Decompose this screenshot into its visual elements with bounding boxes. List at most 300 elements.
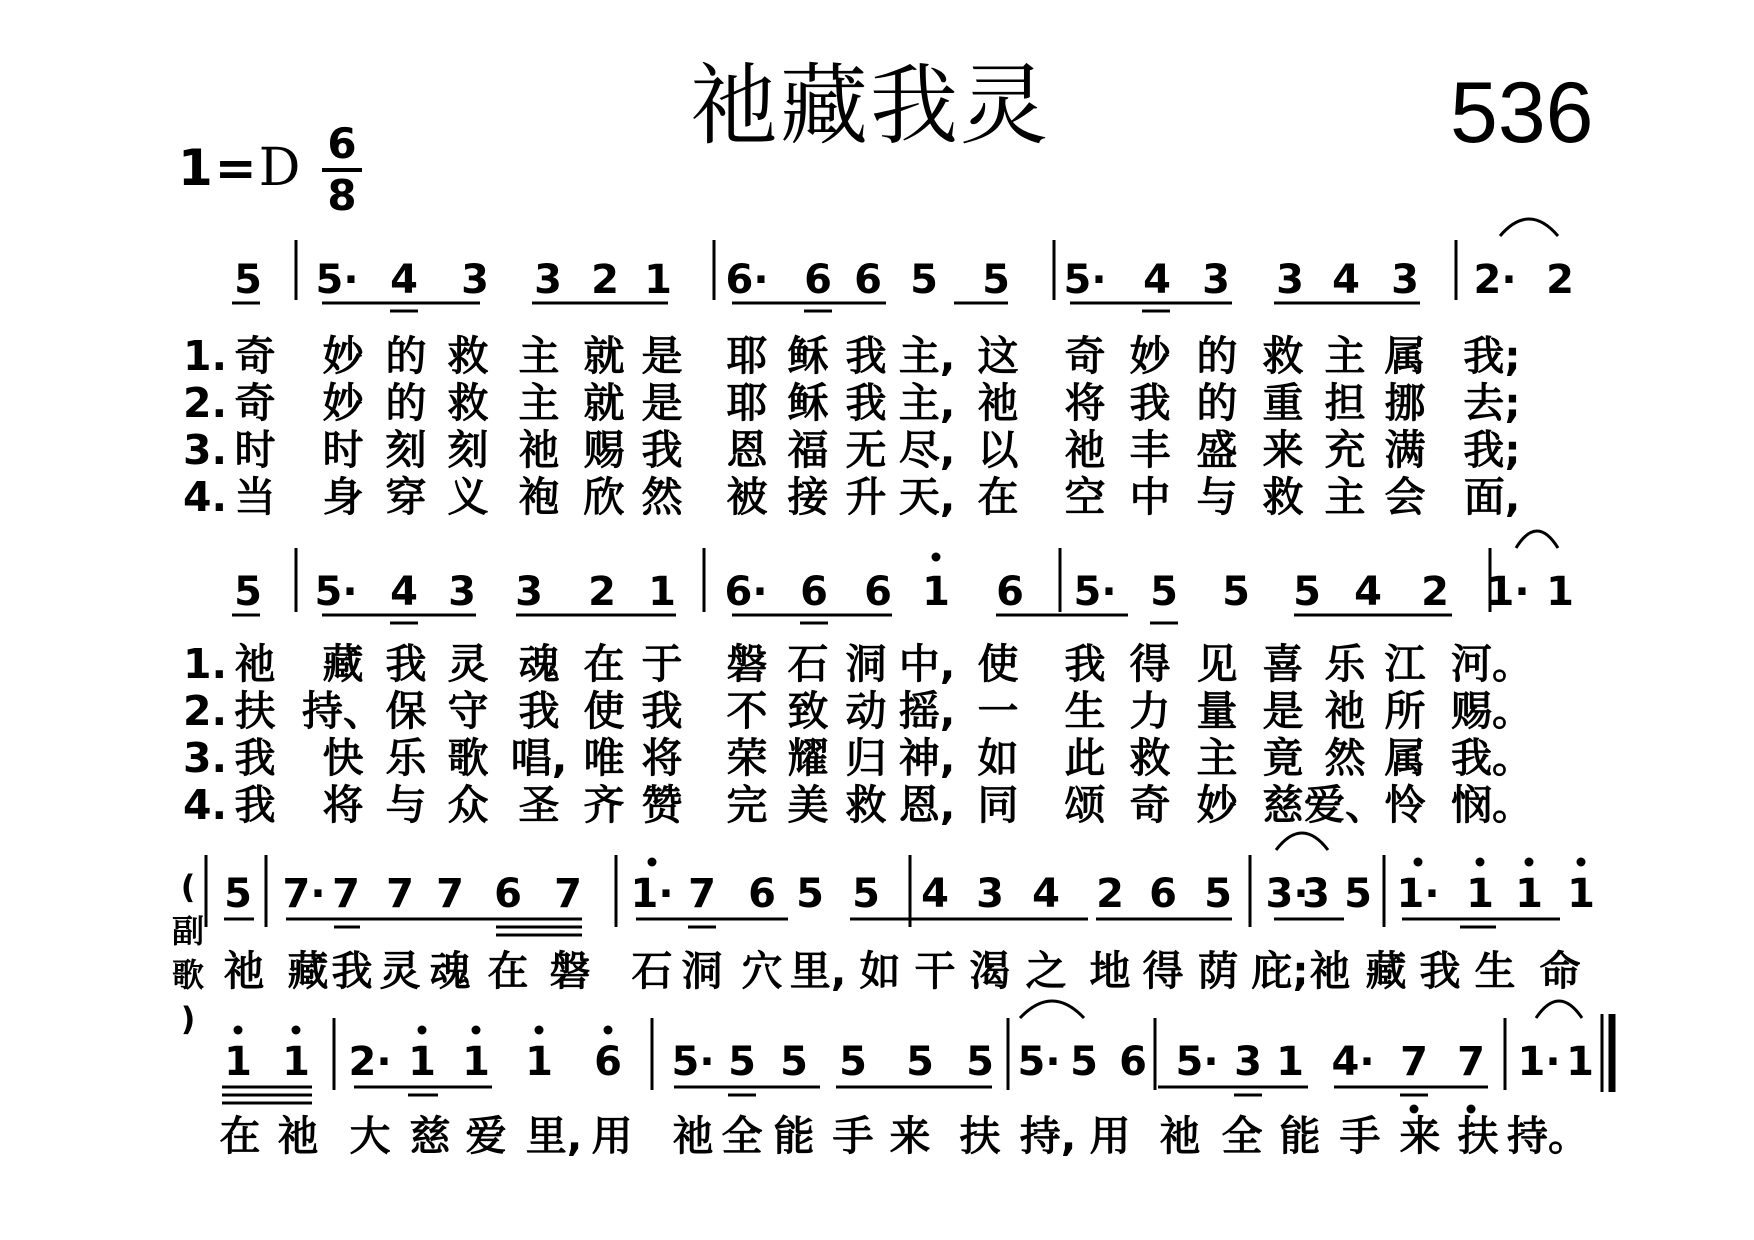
- lyric-char: 就: [583, 379, 625, 427]
- lyric-char: 手: [1339, 1112, 1381, 1160]
- lyric-char: 我: [845, 379, 887, 427]
- lyric-char: 的: [385, 332, 427, 380]
- hymn-number: 536: [1450, 65, 1594, 161]
- lyric-char: 是: [641, 379, 683, 427]
- jianpu-note: 3: [534, 257, 562, 303]
- lyric-char: 藏: [322, 640, 364, 688]
- lyric-char: 福: [787, 426, 829, 474]
- lyric-char: 唱,: [510, 734, 568, 782]
- lyric-char: 重: [1262, 379, 1304, 427]
- lyric-char: 我;: [1463, 332, 1521, 380]
- jianpu-note: 5: [982, 257, 1010, 303]
- jianpu-note: 5: [906, 1039, 934, 1085]
- lyric-char: 慈: [1262, 781, 1304, 829]
- lyric-char: 天,: [898, 473, 956, 521]
- lyric-char: 主: [1324, 473, 1366, 521]
- lyric-char: 祂: [672, 1112, 714, 1160]
- lyric-char: 动: [845, 687, 887, 735]
- lyric-char: 地: [1089, 947, 1131, 995]
- jianpu-note: 6: [1119, 1039, 1147, 1085]
- lyric-char: 我: [1419, 947, 1461, 995]
- jianpu-note: 1: [644, 257, 672, 303]
- lyric-char: 是: [1262, 687, 1304, 735]
- lyric-char: 妙: [322, 332, 364, 380]
- lyric-char: 赐: [583, 426, 625, 474]
- lyric-char: 欣: [583, 473, 625, 521]
- lyric-char: 爱、: [1304, 781, 1386, 829]
- lyric-char: 稣: [787, 332, 829, 380]
- jianpu-note: 4·: [1331, 1039, 1375, 1085]
- lyric-char: 磐: [726, 640, 768, 688]
- lyric-char: 庇;: [1251, 947, 1309, 995]
- jianpu-note: 1: [1276, 1039, 1304, 1085]
- lyric-char: 刻: [385, 426, 427, 474]
- lyric-char: 主: [518, 332, 560, 380]
- jianpu-note: 6: [494, 871, 522, 917]
- verse-number: 4.: [182, 781, 228, 829]
- lyric-char: 恩: [726, 426, 768, 474]
- lyric-char: 洞: [681, 947, 723, 995]
- jianpu-note: 3·: [1265, 871, 1309, 917]
- chorus-label: ): [180, 1000, 196, 1038]
- lyric-char: 穴: [741, 947, 783, 995]
- lyric-char: 在: [219, 1112, 261, 1160]
- verse-number: 2.: [182, 379, 228, 427]
- lyric-char: 能: [773, 1112, 815, 1160]
- lyric-char: 石: [787, 640, 829, 688]
- lyric-char: 救: [447, 332, 489, 380]
- lyric-char: 以: [977, 426, 1019, 474]
- jianpu-note: 5: [910, 257, 938, 303]
- lyric-char: 守: [447, 687, 489, 735]
- lyric-char: 喜: [1262, 640, 1304, 688]
- lyric-char: 妙: [322, 379, 364, 427]
- lyric-char: 致: [787, 687, 829, 735]
- jianpu-note: 3: [461, 257, 489, 303]
- jianpu-note: 5: [1222, 569, 1250, 615]
- lyric-char: 能: [1279, 1112, 1321, 1160]
- lyric-char: 主: [518, 379, 560, 427]
- lyric-char: 里,: [525, 1112, 583, 1160]
- jianpu-note: 4: [1032, 871, 1060, 917]
- lyric-char: 歌: [447, 734, 489, 782]
- lyric-char: 主,: [898, 332, 956, 380]
- jianpu-note: 1: [525, 1039, 553, 1085]
- lyric-char: 扶: [959, 1112, 1001, 1160]
- lyric-char: 的: [1196, 379, 1238, 427]
- lyric-char: 盛: [1196, 426, 1238, 474]
- jianpu-note: 3: [1202, 257, 1230, 303]
- lyric-char: 神,: [898, 734, 956, 782]
- lyric-char: 与: [385, 781, 427, 829]
- lyric-char: 持。: [1507, 1112, 1589, 1160]
- key-degree: 1: [178, 139, 213, 197]
- jianpu-note: 1: [282, 1039, 310, 1085]
- lyric-char: 时: [322, 426, 364, 474]
- lyric-char: 我;: [1463, 426, 1521, 474]
- lyric-char: 救: [1129, 734, 1171, 782]
- jianpu-note: 4: [1143, 257, 1171, 303]
- lyric-char: 挪: [1384, 379, 1426, 427]
- jianpu-note: 1: [922, 569, 950, 615]
- octave-dot-high: [418, 1026, 427, 1035]
- jianpu-note: 4: [1354, 569, 1382, 615]
- lyric-char: 祂: [977, 379, 1019, 427]
- jianpu-note: 5·: [1175, 1039, 1219, 1085]
- jianpu-note: 5: [1293, 569, 1321, 615]
- jianpu-note: 4: [1332, 257, 1360, 303]
- jianpu-note: 4: [390, 569, 418, 615]
- lyric-char: 奇: [1064, 332, 1106, 380]
- lyric-char: 恩,: [898, 781, 956, 829]
- lyric-char: 身: [322, 473, 364, 521]
- jianpu-note: 2·: [1473, 257, 1517, 303]
- lyric-char: 我。: [1451, 734, 1533, 782]
- lyric-char: 灵: [379, 947, 421, 995]
- lyric-char: 石: [631, 947, 673, 995]
- lyric-char: 爱: [465, 1112, 507, 1160]
- lyric-char: 接: [787, 473, 829, 521]
- lyric-char: 将: [1064, 379, 1106, 427]
- jianpu-note: 3: [515, 569, 543, 615]
- jianpu-note: 5: [224, 871, 252, 917]
- octave-dot-high: [932, 553, 941, 562]
- jianpu-note: 6: [594, 1039, 622, 1085]
- lyric-char: 这: [977, 332, 1019, 380]
- lyric-char: 在: [977, 473, 1019, 521]
- octave-dot-high: [535, 1026, 544, 1035]
- jianpu-note: 7: [1457, 1039, 1485, 1085]
- jianpu-note: 5·: [671, 1039, 715, 1085]
- lyric-char: 祂: [518, 426, 560, 474]
- lyric-char: 圣: [518, 781, 560, 829]
- jianpu-note: 2: [1421, 569, 1449, 615]
- jianpu-note: 6: [854, 257, 882, 303]
- lyric-char: 来: [1399, 1112, 1441, 1160]
- verse-number: 1.: [182, 332, 228, 380]
- jianpu-note: 2: [1096, 871, 1124, 917]
- lyric-char: 来: [1262, 426, 1304, 474]
- lyric-char: 时: [234, 426, 276, 474]
- lyric-char: 得: [1129, 640, 1171, 688]
- lyric-char: 主,: [898, 379, 956, 427]
- jianpu-note: 1: [1566, 1039, 1594, 1085]
- lyric-char: 奇: [234, 332, 276, 380]
- lyric-char: 与: [1196, 473, 1238, 521]
- jianpu-note: 7: [386, 871, 414, 917]
- jianpu-note: 6: [996, 569, 1024, 615]
- verse-number: 3.: [182, 426, 228, 474]
- lyric-char: 中,: [898, 640, 956, 688]
- lyric-char: 用: [591, 1112, 633, 1160]
- lyric-char: 我: [641, 426, 683, 474]
- lyric-char: 渴: [969, 947, 1011, 995]
- jianpu-note: 3: [448, 569, 476, 615]
- key-letter: D: [258, 138, 301, 198]
- jianpu-note: 1·: [630, 871, 674, 917]
- lyric-char: 如: [859, 947, 901, 995]
- lyric-char: 尽,: [898, 426, 956, 474]
- lyric-char: 在: [487, 947, 529, 995]
- lyric-char: 将: [641, 734, 683, 782]
- jianpu-note: 3: [1302, 871, 1330, 917]
- jianpu-note: 6: [864, 569, 892, 615]
- lyric-char: 当: [234, 473, 276, 521]
- lyric-char: 属: [1384, 332, 1426, 380]
- lyric-char: 藏: [287, 947, 329, 995]
- jianpu-note: 1: [648, 569, 676, 615]
- lyric-char: 空: [1064, 473, 1106, 521]
- lyric-char: 用: [1089, 1112, 1131, 1160]
- jianpu-note: 5: [780, 1039, 808, 1085]
- lyric-char: 同: [977, 781, 1019, 829]
- jianpu-note: 2: [588, 569, 616, 615]
- jianpu-note: 7: [332, 871, 360, 917]
- jianpu-note: 7: [554, 871, 582, 917]
- lyric-char: 被: [726, 473, 768, 521]
- lyric-char: 见: [1196, 640, 1238, 688]
- lyric-char: 怜: [1384, 781, 1426, 829]
- jianpu-note: 5: [234, 257, 262, 303]
- lyric-char: 妙: [1196, 781, 1238, 829]
- jianpu-note: 5·: [1073, 569, 1117, 615]
- lyric-char: 我: [641, 687, 683, 735]
- lyric-char: 穿: [385, 473, 427, 521]
- jianpu-note: 1: [224, 1039, 252, 1085]
- lyric-char: 磐: [549, 947, 591, 995]
- jianpu-note: 1·: [1396, 871, 1440, 917]
- lyric-char: 主: [1324, 332, 1366, 380]
- lyric-char: 来: [889, 1112, 931, 1160]
- lyric-char: 丰: [1129, 426, 1171, 474]
- lyric-char: 荫: [1197, 947, 1239, 995]
- octave-dot-high: [1577, 858, 1586, 867]
- jianpu-note: 2·: [348, 1039, 392, 1085]
- lyric-char: 担: [1324, 379, 1366, 427]
- lyric-char: 慈: [409, 1112, 451, 1160]
- lyric-char: 属: [1384, 734, 1426, 782]
- lyric-char: 命: [1539, 947, 1581, 995]
- lyric-char: 妙: [1129, 332, 1171, 380]
- octave-dot-high: [292, 1026, 301, 1035]
- jianpu-note: 1·: [1517, 1039, 1561, 1085]
- jianpu-note: 6·: [724, 569, 768, 615]
- lyric-char: 量: [1196, 687, 1238, 735]
- lyric-char: 力: [1129, 687, 1171, 735]
- chorus-label: 歌: [171, 956, 205, 994]
- jianpu-note: 5: [1344, 871, 1372, 917]
- lyric-char: 祂: [223, 947, 265, 995]
- lyric-char: 完: [726, 781, 768, 829]
- lyric-char: 会: [1384, 473, 1426, 521]
- tie-arc: [1500, 219, 1558, 236]
- lyric-char: 不: [726, 687, 768, 735]
- lyric-char: 我: [234, 734, 276, 782]
- jianpu-note: 6: [1149, 871, 1177, 917]
- lyric-char: 美: [787, 781, 829, 829]
- jianpu-note: 5: [728, 1039, 756, 1085]
- jianpu-note: 1: [1466, 871, 1494, 917]
- jianpu-note: 4: [921, 871, 949, 917]
- lyric-char: 齐: [583, 781, 625, 829]
- lyric-char: 主: [1196, 734, 1238, 782]
- lyric-char: 满: [1384, 426, 1426, 474]
- octave-dot-high: [234, 1026, 243, 1035]
- lyric-char: 归: [845, 734, 887, 782]
- lyric-char: 救: [1262, 332, 1304, 380]
- jianpu-note: 1: [462, 1039, 490, 1085]
- tie-arc: [1536, 1001, 1582, 1018]
- lyric-char: 救: [447, 379, 489, 427]
- lyric-char: 我: [385, 640, 427, 688]
- lyric-char: 全: [1221, 1112, 1263, 1160]
- lyric-char: 竟: [1262, 734, 1304, 782]
- lyric-char: 无: [845, 426, 887, 474]
- lyric-char: 奇: [1129, 781, 1171, 829]
- lyric-char: 的: [1196, 332, 1238, 380]
- lyric-char: 颂: [1064, 781, 1106, 829]
- lyric-char: 赐。: [1451, 687, 1533, 735]
- lyric-char: 的: [385, 379, 427, 427]
- lyric-char: 在: [583, 640, 625, 688]
- lyric-char: 祂: [1309, 947, 1351, 995]
- lyric-char: 升: [845, 473, 887, 521]
- time-denominator: 8: [327, 171, 357, 220]
- jianpu-note: 5·: [315, 257, 359, 303]
- jianpu-note: 3: [976, 871, 1004, 917]
- jianpu-note: 5: [966, 1039, 994, 1085]
- lyric-char: 耶: [726, 332, 768, 380]
- lyric-char: 我: [234, 781, 276, 829]
- lyric-char: 持,: [1019, 1112, 1077, 1160]
- jianpu-note: 2: [591, 257, 619, 303]
- octave-dot-high: [472, 1026, 481, 1035]
- lyric-char: 祂: [1159, 1112, 1201, 1160]
- tie-arc: [1020, 1001, 1084, 1018]
- lyric-char: 救: [845, 781, 887, 829]
- jianpu-note: 1: [1546, 569, 1574, 615]
- jianpu-note: 5·: [1017, 1039, 1061, 1085]
- lyric-char: 使: [977, 640, 1019, 688]
- jianpu-note: 1: [408, 1039, 436, 1085]
- lyric-char: 面,: [1463, 473, 1521, 521]
- lyric-char: 所: [1384, 687, 1426, 735]
- jianpu-note: 7: [688, 871, 716, 917]
- lyric-char: 快: [322, 734, 364, 782]
- lyric-char: 中: [1129, 473, 1171, 521]
- lyric-char: 祂: [277, 1112, 319, 1160]
- lyric-char: 我: [845, 332, 887, 380]
- lyric-char: 一: [977, 687, 1019, 735]
- lyric-char: 我: [1129, 379, 1171, 427]
- jianpu-note: 5: [1070, 1039, 1098, 1085]
- lyric-char: 摇,: [898, 687, 956, 735]
- lyric-char: 荣: [726, 734, 768, 782]
- octave-dot-high: [1525, 858, 1534, 867]
- lyric-char: 乐: [385, 734, 427, 782]
- lyric-char: 将: [322, 781, 364, 829]
- lyric-char: 众: [447, 781, 489, 829]
- jianpu-note: 5: [852, 871, 880, 917]
- jianpu-note: 3: [1276, 257, 1304, 303]
- lyric-char: 袍: [518, 473, 560, 521]
- jianpu-note: 6: [748, 871, 776, 917]
- lyric-char: 洞: [845, 640, 887, 688]
- lyric-char: 然: [641, 473, 683, 521]
- lyric-char: 刻: [447, 426, 489, 474]
- lyric-char: 稣: [787, 379, 829, 427]
- lyric-char: 保: [385, 687, 427, 735]
- lyric-char: 魂: [518, 640, 560, 688]
- lyric-char: 就: [583, 332, 625, 380]
- lyric-char: 全: [721, 1112, 763, 1160]
- lyric-char: 扶: [234, 687, 276, 735]
- lyric-char: 魂: [429, 947, 471, 995]
- lyric-char: 我: [1064, 640, 1106, 688]
- tie-arc: [1276, 833, 1328, 850]
- jianpu-note: 5·: [1063, 257, 1107, 303]
- lyric-char: 江: [1384, 640, 1426, 688]
- jianpu-note: 5: [839, 1039, 867, 1085]
- lyric-char: 祂: [1064, 426, 1106, 474]
- jianpu-note: 1·: [1486, 569, 1530, 615]
- verse-number: 3.: [182, 734, 228, 782]
- verse-number: 1.: [182, 640, 228, 688]
- lyric-char: 赞: [641, 781, 683, 829]
- lyric-char: 河。: [1451, 640, 1533, 688]
- jianpu-note: 5: [796, 871, 824, 917]
- lyric-char: 然: [1324, 734, 1366, 782]
- jianpu-note: 4: [390, 257, 418, 303]
- lyric-char: 此: [1064, 734, 1106, 782]
- lyric-char: 生: [1474, 947, 1516, 995]
- lyric-char: 藏: [1365, 947, 1407, 995]
- lyric-char: 祂: [1324, 687, 1366, 735]
- lyric-char: 唯: [583, 734, 625, 782]
- jianpu-note: 7: [436, 871, 464, 917]
- lyric-char: 扶: [1457, 1112, 1499, 1160]
- jianpu-note: 5: [1204, 871, 1232, 917]
- jianpu-note: 2: [1546, 257, 1574, 303]
- octave-dot-high: [648, 858, 657, 867]
- lyric-char: 义: [447, 473, 489, 521]
- lyric-char: 于: [641, 640, 683, 688]
- key-equals: =: [214, 139, 257, 197]
- verse-number: 4.: [182, 473, 228, 521]
- chorus-label: 副: [171, 912, 205, 950]
- lyric-char: 我: [518, 687, 560, 735]
- lyric-char: 灵: [447, 640, 489, 688]
- jianpu-note: 6·: [725, 257, 769, 303]
- lyric-char: 祂: [234, 640, 276, 688]
- octave-dot-high: [604, 1026, 613, 1035]
- lyric-char: 使: [583, 687, 625, 735]
- lyric-char: 耶: [726, 379, 768, 427]
- lyric-char: 大: [349, 1112, 391, 1160]
- lyric-char: 手: [832, 1112, 874, 1160]
- chorus-label: (: [180, 868, 196, 906]
- lyric-char: 干: [914, 947, 956, 995]
- jianpu-note: 6: [800, 569, 828, 615]
- lyric-char: 去;: [1463, 379, 1521, 427]
- lyric-char: 奇: [234, 379, 276, 427]
- jianpu-note: 5·: [314, 569, 358, 615]
- jianpu-note: 5: [1150, 569, 1178, 615]
- lyric-char: 生: [1064, 687, 1106, 735]
- lyric-char: 救: [1262, 473, 1304, 521]
- lyric-char: 我: [331, 947, 373, 995]
- lyric-char: 是: [641, 332, 683, 380]
